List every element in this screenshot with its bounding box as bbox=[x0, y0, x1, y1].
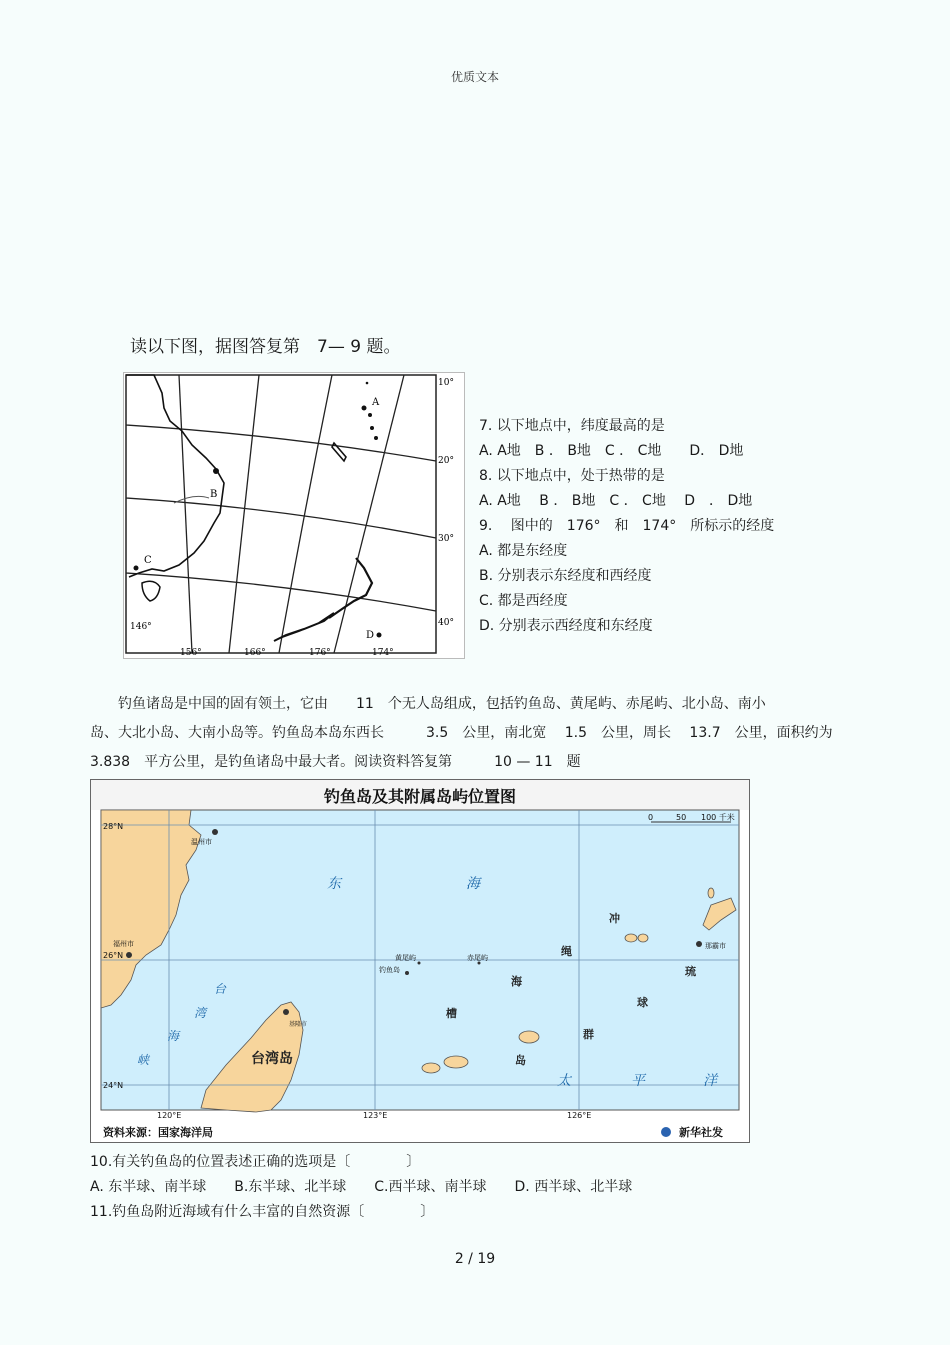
map2-svg bbox=[91, 780, 749, 1142]
map2-lat-24n: 24°N bbox=[103, 1081, 124, 1090]
city-keelung: 基隆市 bbox=[289, 1021, 308, 1028]
island-taiwan: 台湾岛 bbox=[251, 1051, 293, 1067]
q8-stem: 8. 以下地点中，处于热带的是 bbox=[479, 468, 665, 484]
pacific-char-2: 平 bbox=[631, 1073, 645, 1089]
island-huangwei: 黄尾屿 bbox=[395, 954, 416, 962]
q7-options: A. A地 B ． B地 C ． C地 D． D地 bbox=[479, 443, 744, 459]
questions-7-9 bbox=[479, 414, 774, 639]
city-fuzhou: 福州市 bbox=[113, 940, 134, 948]
map1-lat-30: 30° bbox=[438, 534, 454, 544]
q9-stem: 9. 图中的 176° 和 174° 所标示的经度 bbox=[479, 518, 775, 534]
sea-donghai-2: 海 bbox=[466, 876, 480, 892]
map2-lat-26n: 26°N bbox=[103, 951, 124, 960]
map1-corner-146: 146° bbox=[130, 622, 152, 632]
page-number: 2 / 19 bbox=[454, 1251, 496, 1267]
map2-lon-123e: 123°E bbox=[363, 1111, 388, 1120]
pacific-char-3: 洋 bbox=[703, 1073, 717, 1089]
trough-char-1: 冲 bbox=[609, 912, 620, 925]
ryukyu-char-2: 球 bbox=[637, 996, 648, 1009]
map1-lon-166: 166° bbox=[244, 648, 266, 658]
ryukyu-char-3: 群 bbox=[583, 1028, 594, 1041]
map1-lon-174: 174° bbox=[372, 648, 394, 658]
map1-lat-10: 10° bbox=[438, 378, 454, 388]
scale-zero: 0 bbox=[648, 813, 654, 822]
trough-char-2: 绳 bbox=[561, 945, 572, 958]
map1-lon-156: 156° bbox=[180, 648, 202, 658]
map1-lon-176: 176° bbox=[309, 648, 331, 658]
map2-source: 资料来源：国家海洋局 bbox=[103, 1126, 213, 1139]
questions-10-11 bbox=[90, 1150, 632, 1225]
map1-point-a: A bbox=[372, 397, 380, 408]
xinhua-logo-icon bbox=[661, 1127, 671, 1137]
q9-option-b: B. 分别表示东经度和西经度 bbox=[479, 568, 652, 584]
q7-stem: 7. 以下地点中，纬度最高的是 bbox=[479, 418, 665, 434]
q8-options: A. A地 B ． B地 C ． C地 D ． D地 bbox=[479, 493, 753, 509]
map1-svg bbox=[124, 373, 464, 658]
q9-option-a: A. 都是东经度 bbox=[479, 543, 568, 559]
strait-char-2: 湾 bbox=[194, 1006, 207, 1020]
city-wenzhou: 温州市 bbox=[191, 838, 212, 846]
page-header: 优质文本 bbox=[450, 70, 499, 84]
ryukyu-char-4: 岛 bbox=[515, 1054, 526, 1067]
paragraph-line-1: 钓鱼诸岛是中国的固有领土，它由 11 个无人岛组成，包括钓鱼岛、黄尾屿、赤尾屿、北小岛、南小 bbox=[90, 696, 766, 712]
ryukyu-char-1: 琉 bbox=[685, 965, 696, 978]
map1-point-d: D bbox=[366, 630, 375, 641]
island-chiwei: 赤尾屿 bbox=[467, 954, 488, 962]
map1-point-c: C bbox=[144, 555, 152, 566]
map1-lat-20: 20° bbox=[438, 456, 454, 466]
map-diaoyu-islands bbox=[90, 779, 750, 1143]
paragraph-line-2: 岛、大北小岛、大南小岛等。钓鱼岛本岛东西长 3.5 公里，南北宽 1.5 公里，周长 13.7 公里，面积约为 bbox=[90, 725, 833, 741]
trough-char-4: 槽 bbox=[446, 1007, 457, 1020]
trough-char-3: 海 bbox=[511, 975, 522, 988]
strait-char-4: 峡 bbox=[137, 1053, 150, 1067]
map1-lat-40: 40° bbox=[438, 618, 454, 628]
strait-char-3: 海 bbox=[167, 1029, 180, 1043]
sea-donghai-1: 东 bbox=[327, 876, 341, 892]
q9-option-c: C. 都是西经度 bbox=[479, 593, 568, 609]
q11-stem: 11.钓鱼岛附近海域有什么丰富的自然资源〔 〕 bbox=[90, 1204, 435, 1220]
map2-lat-28n: 28°N bbox=[103, 822, 124, 831]
map2-lon-126e: 126°E bbox=[567, 1111, 592, 1120]
map1-point-b: B bbox=[210, 489, 218, 500]
scale-100: 100 千米 bbox=[701, 813, 735, 822]
pacific-char-1: 太 bbox=[557, 1073, 571, 1089]
q10-stem: 10.有关钓鱼岛的位置表述正确的选项是〔 〕 bbox=[90, 1154, 421, 1170]
paragraph-line-3: 3.838 平方公里，是钓鱼诸岛中最大者。阅读资料答复第 10 — 11 题 bbox=[90, 754, 581, 770]
question-intro-7-9: 读以下图，据图答复第 7— 9 题。 bbox=[130, 337, 401, 357]
map2-lon-120e: 120°E bbox=[157, 1111, 182, 1120]
strait-char-1: 台 bbox=[214, 982, 227, 996]
q10-options: A. 东半球、南半球 B.东半球、北半球 C.西半球、南半球 D. 西半球、北半球 bbox=[90, 1179, 633, 1195]
island-diaoyu: 钓鱼岛 bbox=[379, 966, 400, 974]
map2-credit: 新华社发 bbox=[679, 1126, 723, 1139]
q9-option-d: D. 分别表示西经度和东经度 bbox=[479, 618, 653, 634]
map2-title: 钓鱼岛及其附属岛屿位置图 bbox=[323, 787, 517, 806]
scale-50: 50 bbox=[676, 813, 687, 822]
city-naha: 那霸市 bbox=[705, 942, 726, 950]
reading-paragraph bbox=[90, 690, 850, 777]
map-australia-newzealand bbox=[123, 372, 465, 659]
